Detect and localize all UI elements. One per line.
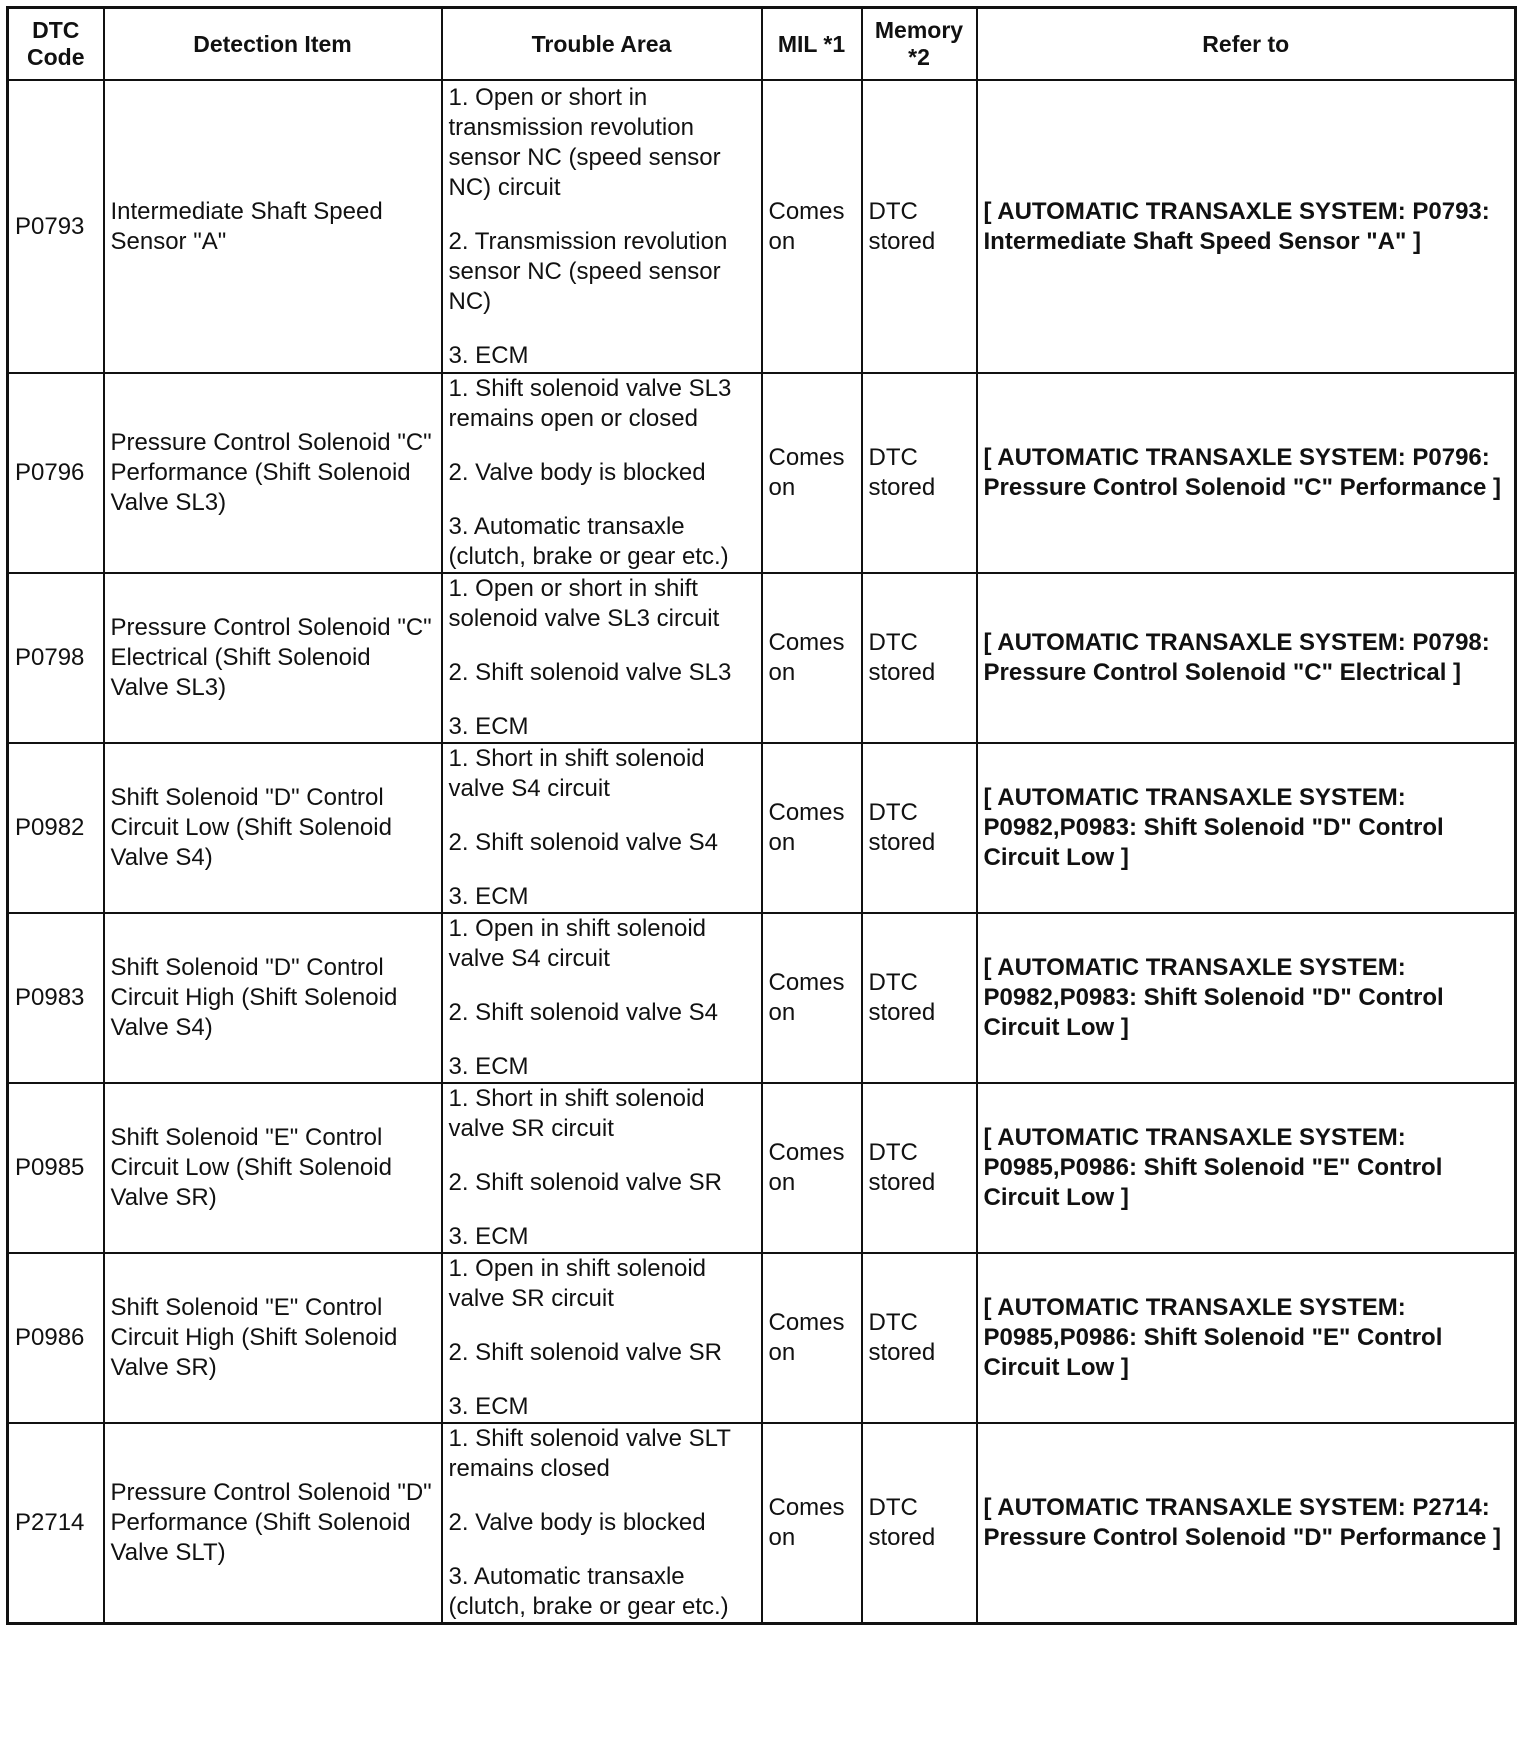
header-dtc-code: DTC Code [8,8,104,81]
trouble-area-item: 3. ECM [448,713,529,740]
trouble-area-item: 3. ECM [448,341,529,369]
memory-status: DTC stored [862,1083,977,1253]
dtc-code: P0793 [8,80,104,373]
memory-status: DTC stored [862,743,977,913]
dtc-code: P0985 [8,1083,104,1253]
memory-status: DTC stored [862,913,977,1083]
mil-status: Comes on [762,80,862,373]
trouble-area [442,913,762,1083]
trouble-area-item: 2. Shift solenoid valve S4 [448,829,718,856]
detection-item: Pressure Control Solenoid "D" Performance (Shift Solenoid Valve SLT) [104,1423,442,1624]
header-detection-item: Detection Item [104,8,442,81]
detection-item: Intermediate Shaft Speed Sensor "A" [104,80,442,373]
detection-item: Shift Solenoid "D" Control Circuit High (Shift Solenoid Valve S4) [104,913,442,1083]
memory-status: DTC stored [862,1423,977,1624]
trouble-area-item: 1. Open or short in transmission revolution sensor NC (speed sensor NC) circuit [448,83,721,201]
table-row [8,573,1516,743]
trouble-area [442,80,762,373]
trouble-area [442,743,762,913]
mil-status: Comes on [762,743,862,913]
header-mil: MIL *1 [762,8,862,81]
trouble-area-item: 2. Shift solenoid valve SR [448,1169,722,1196]
dtc-code: P0982 [8,743,104,913]
trouble-area-item: 1. Open in shift solenoid valve SR circuit [448,1255,706,1312]
mil-status: Comes on [762,373,862,573]
refer-to-link[interactable]: [ AUTOMATIC TRANSAXLE SYSTEM: P0985,P0986: Shift Solenoid "E" Control Circuit Low ] [977,1083,1516,1253]
trouble-area-item: 1. Short in shift solenoid valve S4 circuit [448,745,705,802]
refer-to-link[interactable]: [ AUTOMATIC TRANSAXLE SYSTEM: P0982,P0983: Shift Solenoid "D" Control Circuit Low ] [977,913,1516,1083]
trouble-area-item: 3. ECM [448,883,529,910]
trouble-area [442,373,762,573]
table-row [8,80,1516,373]
trouble-area-item: 2. Shift solenoid valve SL3 [448,659,732,686]
mil-status: Comes on [762,1083,862,1253]
detection-item: Pressure Control Solenoid "C" Electrical (Shift Solenoid Valve SL3) [104,573,442,743]
dtc-table [6,6,1517,1625]
trouble-area-item: 2. Valve body is blocked [448,459,706,486]
header-trouble-area: Trouble Area [442,8,762,81]
trouble-area-item: 1. Shift solenoid valve SLT remains closed [448,1425,731,1482]
trouble-area [442,573,762,743]
refer-to-link[interactable]: [ AUTOMATIC TRANSAXLE SYSTEM: P0982,P0983: Shift Solenoid "D" Control Circuit Low ] [977,743,1516,913]
trouble-area-item: 3. ECM [448,1223,529,1250]
refer-to-link[interactable]: [ AUTOMATIC TRANSAXLE SYSTEM: P0796: Pressure Control Solenoid "C" Performance ] [977,373,1516,573]
trouble-area-item: 2. Shift solenoid valve S4 [448,999,718,1026]
memory-status: DTC stored [862,373,977,573]
trouble-area [442,1253,762,1423]
trouble-area-item: 1. Short in shift solenoid valve SR circuit [448,1085,705,1142]
trouble-area-item: 1. Open in shift solenoid valve S4 circuit [448,915,706,972]
refer-to-link[interactable]: [ AUTOMATIC TRANSAXLE SYSTEM: P0985,P0986: Shift Solenoid "E" Control Circuit Low ] [977,1253,1516,1423]
detection-item: Pressure Control Solenoid "C" Performance (Shift Solenoid Valve SL3) [104,373,442,573]
trouble-area-item: 3. Automatic transaxle (clutch, brake or gear etc.) [448,1563,729,1620]
header-refer-to: Refer to [977,8,1516,81]
mil-status: Comes on [762,1423,862,1624]
table-header-row [8,8,1516,81]
trouble-area-item: 1. Open or short in shift solenoid valve SL3 circuit [448,575,720,632]
table-row [8,1253,1516,1423]
trouble-area-item: 2. Transmission revolution sensor NC (speed sensor NC) [448,227,728,315]
trouble-area [442,1423,762,1624]
dtc-code: P2714 [8,1423,104,1624]
table-row [8,373,1516,573]
dtc-code: P0986 [8,1253,104,1423]
trouble-area-item: 2. Shift solenoid valve SR [448,1339,722,1366]
detection-item: Shift Solenoid "D" Control Circuit Low (Shift Solenoid Valve S4) [104,743,442,913]
table-row [8,1083,1516,1253]
detection-item: Shift Solenoid "E" Control Circuit Low (Shift Solenoid Valve SR) [104,1083,442,1253]
memory-status: DTC stored [862,80,977,373]
table-row [8,1423,1516,1624]
memory-status: DTC stored [862,1253,977,1423]
table-row [8,743,1516,913]
trouble-area-item: 3. ECM [448,1053,529,1080]
dtc-code: P0796 [8,373,104,573]
refer-to-link[interactable]: [ AUTOMATIC TRANSAXLE SYSTEM: P2714: Pressure Control Solenoid "D" Performance ] [977,1423,1516,1624]
dtc-code: P0983 [8,913,104,1083]
trouble-area-item: 3. ECM [448,1393,529,1420]
trouble-area-item: 2. Valve body is blocked [448,1509,706,1536]
mil-status: Comes on [762,573,862,743]
refer-to-link[interactable]: [ AUTOMATIC TRANSAXLE SYSTEM: P0798: Pressure Control Solenoid "C" Electrical ] [977,573,1516,743]
table-row [8,913,1516,1083]
memory-status: DTC stored [862,573,977,743]
refer-to-link[interactable]: [ AUTOMATIC TRANSAXLE SYSTEM: P0793: Intermediate Shaft Speed Sensor "A" ] [977,80,1516,373]
trouble-area-item: 3. Automatic transaxle (clutch, brake or gear etc.) [448,513,729,570]
mil-status: Comes on [762,1253,862,1423]
trouble-area [442,1083,762,1253]
trouble-area-item: 1. Shift solenoid valve SL3 remains open or closed [448,375,732,432]
mil-status: Comes on [762,913,862,1083]
dtc-code: P0798 [8,573,104,743]
detection-item: Shift Solenoid "E" Control Circuit High (Shift Solenoid Valve SR) [104,1253,442,1423]
header-memory: Memory *2 [862,8,977,81]
